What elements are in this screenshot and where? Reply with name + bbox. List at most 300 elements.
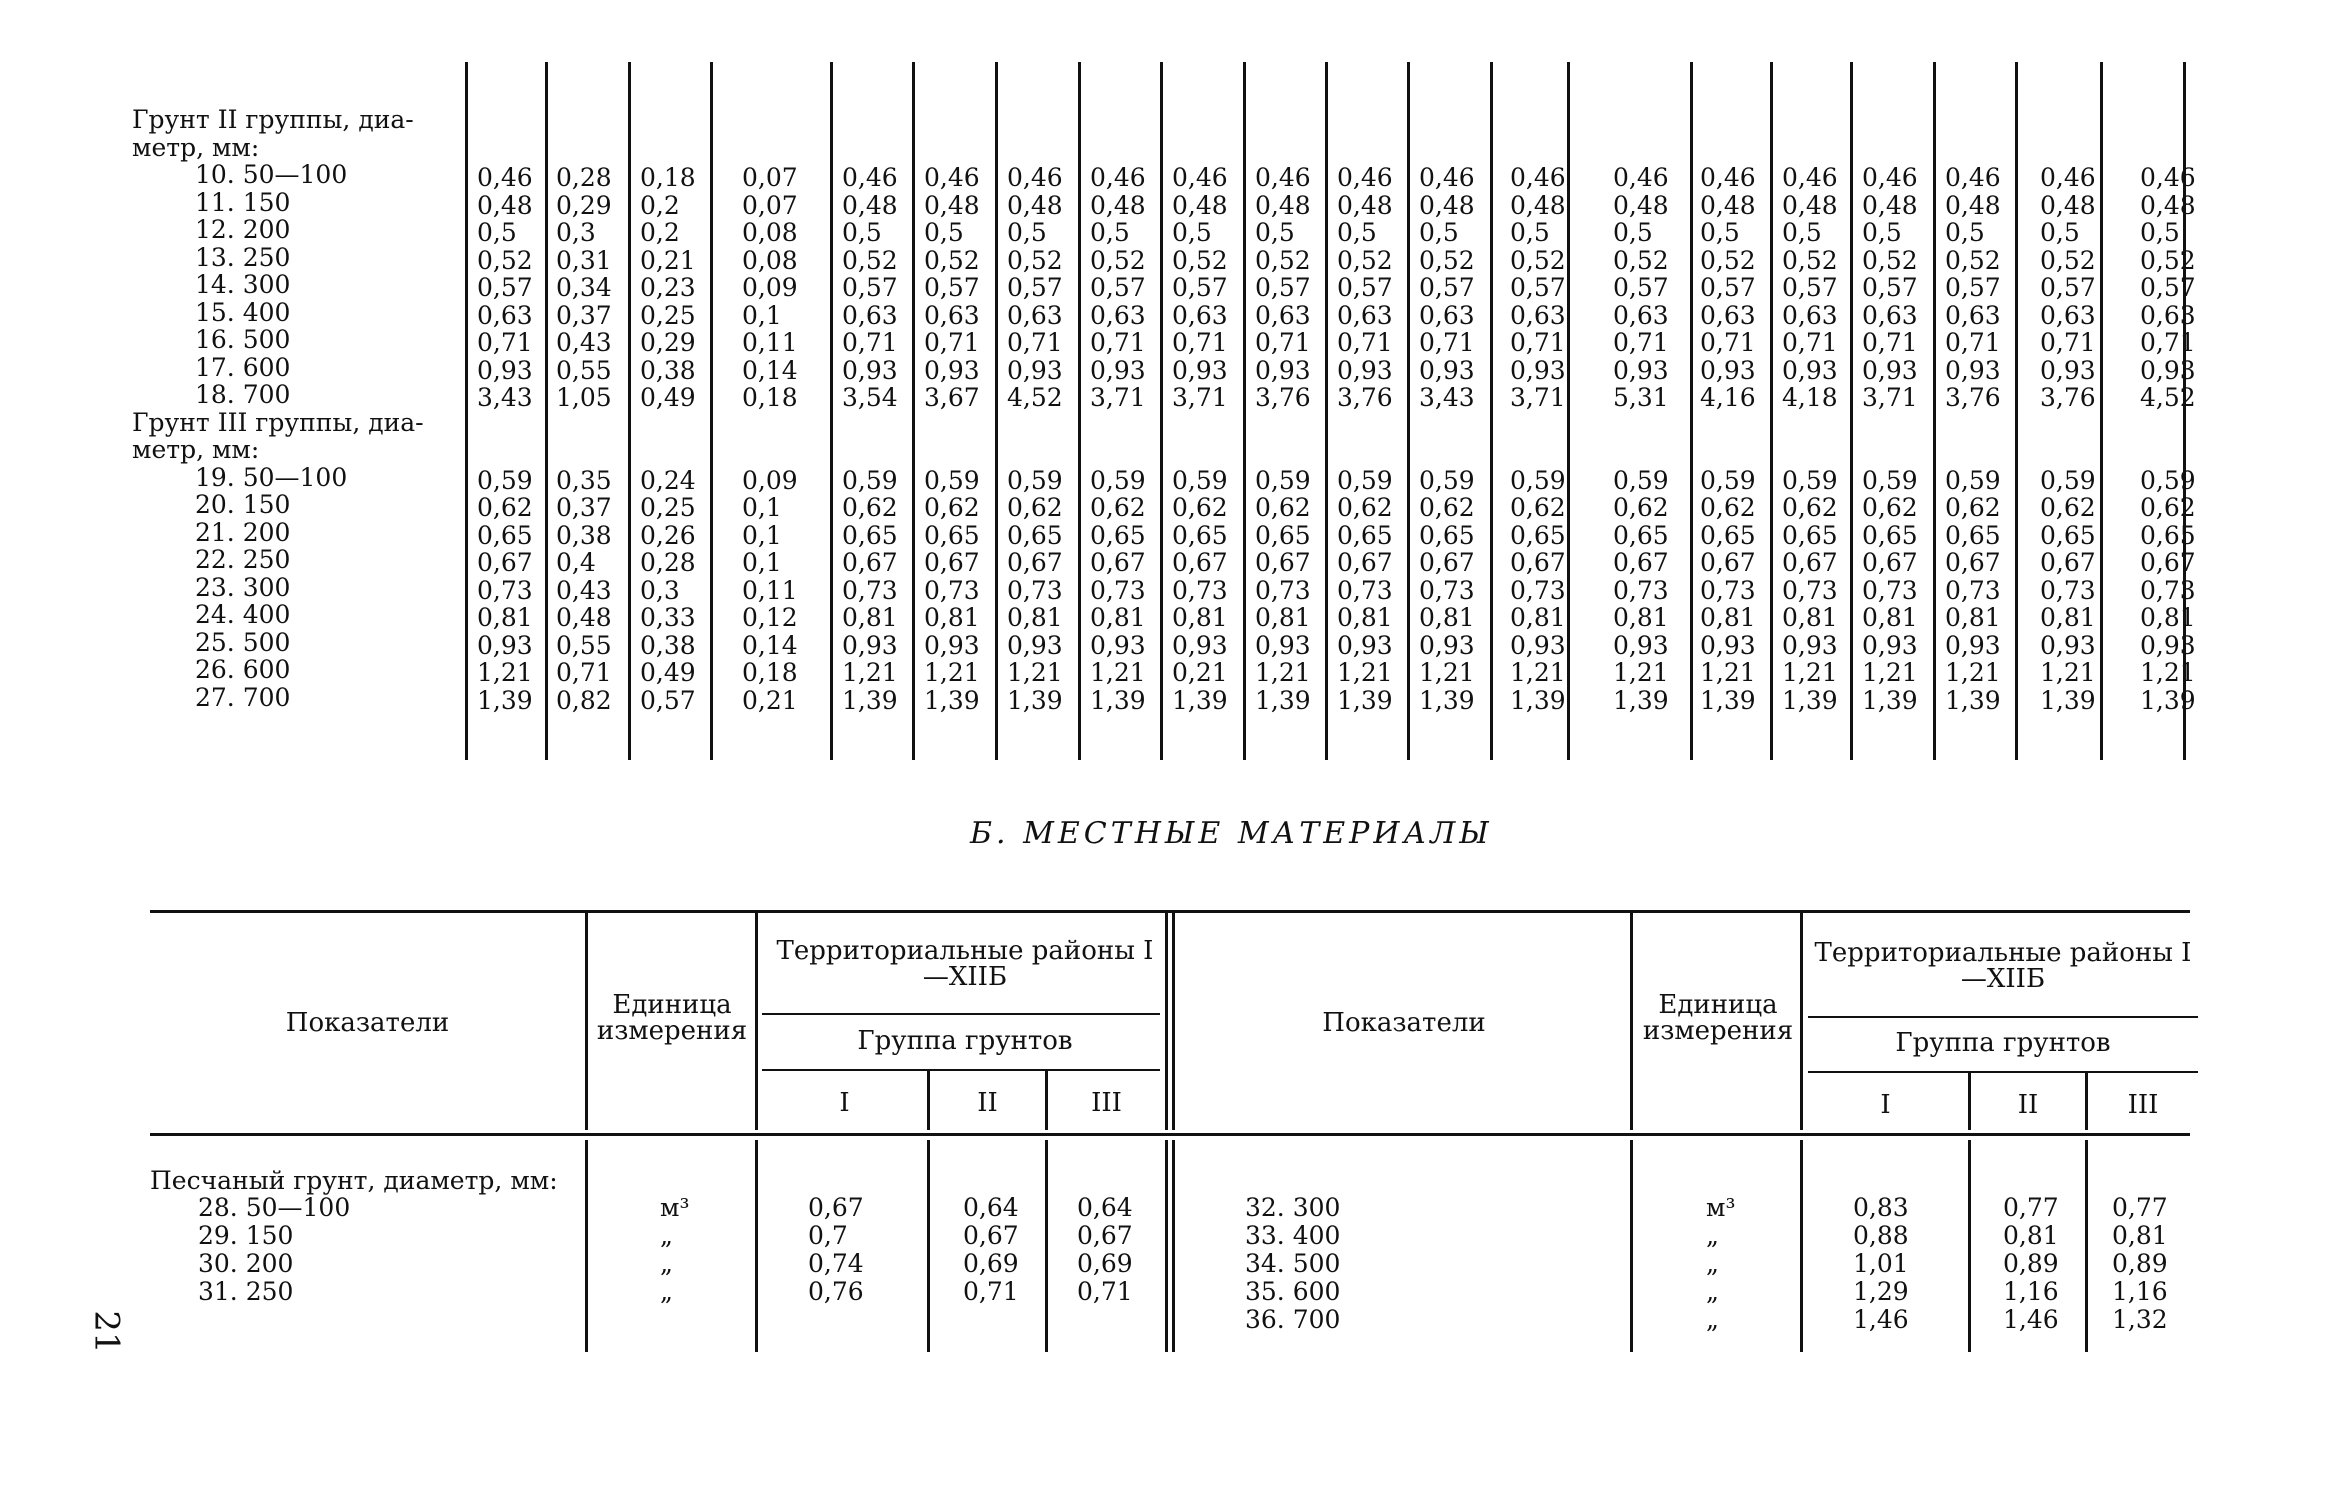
table-cell: 0,62	[1255, 493, 1311, 522]
table-cell: 0,5	[477, 218, 517, 247]
table-cell: 0,48	[1337, 190, 1393, 220]
table-cell: 0,74	[808, 1249, 864, 1278]
table-cell: 3,71	[1862, 383, 1918, 412]
table-cell: 0,59	[1782, 465, 1838, 495]
table-cell: 0,93	[842, 355, 898, 385]
unit-cell: „	[660, 1221, 673, 1250]
table-cell: 0,73	[1782, 575, 1838, 605]
table-cell: 0,48	[556, 603, 612, 632]
table-cell: 0,63	[1945, 300, 2001, 330]
table-cell: 0,93	[842, 630, 898, 660]
header-group-ii-right: II	[2017, 1090, 2039, 1120]
table-cell: 0,81	[1510, 603, 1566, 632]
table-cell: 0,38	[640, 355, 696, 385]
table-cell: 0,81	[2112, 1221, 2168, 1250]
table-cell: 0,67	[924, 548, 980, 577]
table-cell: 0,46	[1007, 163, 1063, 192]
table-cell: 0,73	[1613, 575, 1669, 605]
row-label: 36. 700	[1245, 1305, 1341, 1334]
table-cell: 0,1	[742, 300, 782, 330]
section-title: Б. МЕСТНЫЕ МАТЕРИАЛЫ	[970, 816, 1493, 851]
column-rule	[1160, 62, 1163, 760]
table-cell: 0,67	[1007, 548, 1063, 577]
table-cell: 0,62	[1007, 493, 1063, 522]
table-cell: 0,52	[2040, 245, 2096, 275]
table-cell: 1,05	[556, 383, 612, 412]
table-cell: 0,62	[2040, 493, 2096, 522]
table-cell: 0,57	[2140, 273, 2196, 302]
table-cell: 0,5	[1007, 218, 1047, 247]
table-cell: 0,48	[1172, 190, 1228, 220]
column-rule	[1490, 62, 1493, 760]
table-cell: 0,57	[924, 273, 980, 302]
subgroup-rule-left	[762, 1069, 1160, 1071]
table-cell: 0,5	[1945, 218, 1985, 247]
table-cell: 0,73	[1337, 575, 1393, 605]
table-cell: 0,11	[742, 575, 798, 605]
table-cell: 1,21	[1419, 658, 1475, 687]
page-number: 21	[86, 1310, 127, 1354]
table-cell: 0,48	[1419, 190, 1475, 220]
table-cell: 0,48	[2140, 190, 2196, 220]
table-cell: 0,48	[1862, 190, 1918, 220]
vrule	[1165, 1140, 1168, 1352]
table-cell: 0,62	[1510, 493, 1566, 522]
table-cell: 0,52	[1419, 245, 1475, 275]
table-cell: 0,71	[1077, 1277, 1133, 1306]
row-label: 25. 500	[195, 627, 291, 657]
table-cell: 0,71	[1510, 328, 1566, 357]
row-label: 12. 200	[195, 215, 291, 244]
table-cell: 0,83	[1853, 1193, 1909, 1222]
table-cell: 0,46	[924, 163, 980, 192]
table-cell: 0,12	[742, 603, 798, 632]
table-cell: 0,57	[1419, 273, 1475, 302]
row-label: 26. 600	[195, 655, 291, 684]
column-rule	[995, 62, 998, 760]
table-cell: 0,81	[2003, 1221, 2059, 1250]
table-cell: 1,39	[842, 685, 898, 715]
table-cell: 0,65	[1782, 520, 1838, 550]
table-cell: 0,93	[1613, 630, 1669, 660]
table-cell: 0,48	[1510, 190, 1566, 220]
table-cell: 0,46	[1700, 163, 1756, 192]
table-cell: 1,16	[2112, 1277, 2168, 1306]
row-label: 29. 150	[198, 1221, 294, 1250]
table-cell: 0,1	[742, 548, 782, 577]
table-cell: 0,73	[1862, 575, 1918, 605]
table-cell: 4,52	[1007, 383, 1063, 412]
table-cell: 0,52	[924, 245, 980, 275]
table-cell: 0,46	[2140, 163, 2196, 192]
table-cell: 0,07	[742, 163, 798, 192]
table-cell: 0,46	[1172, 163, 1228, 192]
table-cell: 0,69	[1077, 1249, 1133, 1278]
table-cell: 0,73	[1945, 575, 2001, 605]
table-cell: 0,21	[640, 245, 696, 275]
table-cell: 0,59	[1510, 465, 1566, 495]
table-cell: 0,46	[1090, 163, 1146, 192]
unit-cell: м³	[660, 1193, 690, 1222]
table-cell: 0,5	[1419, 218, 1459, 247]
table-cell: 0,1	[742, 493, 782, 522]
table-cell: 0,65	[1510, 520, 1566, 550]
table-cell: 0,59	[1337, 465, 1393, 495]
table-cell: 0,52	[1945, 245, 2001, 275]
table-cell: 0,65	[1172, 520, 1228, 550]
table-cell: 0,62	[924, 493, 980, 522]
table-cell: 0,62	[1862, 493, 1918, 522]
table-cell: 0,5	[1700, 218, 1740, 247]
table-cell: 0,49	[640, 658, 696, 687]
table-cell: 0,81	[924, 603, 980, 632]
table-cell: 0,62	[1090, 493, 1146, 522]
table-cell: 0,81	[1255, 603, 1311, 632]
table-cell: 0,93	[1090, 630, 1146, 660]
table-cell: 0,65	[924, 520, 980, 550]
table-cell: 0,71	[1090, 328, 1146, 357]
table-cell: 0,5	[1337, 218, 1377, 247]
table-cell: 0,93	[477, 355, 533, 385]
table-cell: 0,93	[1782, 630, 1838, 660]
table-cell: 0,81	[1419, 603, 1475, 632]
table-cell: 0,46	[1862, 163, 1918, 192]
table-cell: 0,63	[1782, 300, 1838, 330]
table-cell: 0,29	[640, 328, 696, 357]
column-rule	[1850, 62, 1853, 760]
table-cell: 0,35	[556, 465, 612, 495]
table-cell: 0,64	[1077, 1193, 1133, 1222]
row-label: 13. 250	[195, 242, 291, 272]
table-cell: 0,65	[842, 520, 898, 550]
table-cell: 1,46	[2003, 1305, 2059, 1334]
table-cell: 0,07	[742, 190, 798, 220]
table-cell: 0,73	[842, 575, 898, 605]
table-cell: 1,21	[1090, 658, 1146, 687]
table-cell: 0,93	[1007, 355, 1063, 385]
table-cell: 0,5	[1510, 218, 1550, 247]
table-cell: 0,46	[477, 163, 533, 192]
table-cell: 0,55	[556, 630, 612, 660]
table-cell: 0,63	[1007, 300, 1063, 330]
header-group-i: I	[839, 1088, 850, 1118]
table-cell: 0,09	[742, 465, 798, 495]
table-cell: 0,93	[2140, 355, 2196, 385]
table-cell: 0,57	[1172, 273, 1228, 302]
unit-cell: м³	[1706, 1193, 1736, 1222]
table-cell: 0,67	[1077, 1221, 1133, 1250]
table-cell: 0,71	[1782, 328, 1838, 357]
table-cell: 0,55	[556, 355, 612, 385]
header-group-iii: III	[1091, 1088, 1122, 1118]
table-cell: 0,93	[2040, 630, 2096, 660]
table-cell: 0,81	[1613, 603, 1669, 632]
table-cell: 0,48	[2040, 190, 2096, 220]
row-label: Грунт III группы, диа-	[132, 407, 424, 437]
table-cell: 0,08	[742, 245, 798, 275]
table-cell: 0,93	[1945, 355, 2001, 385]
column-rule	[2015, 62, 2018, 760]
column-rule	[545, 62, 548, 760]
table-cell: 0,67	[1337, 548, 1393, 577]
table-cell: 0,46	[1255, 163, 1311, 192]
table-cell: 0,65	[2040, 520, 2096, 550]
table-cell: 0,77	[2003, 1193, 2059, 1222]
table-cell: 1,32	[2112, 1305, 2168, 1334]
table-cell: 1,21	[924, 658, 980, 687]
table-cell: 0,57	[1613, 273, 1669, 302]
row-label: 18. 700	[195, 380, 291, 409]
table-cell: 0,5	[1613, 218, 1653, 247]
column-rule	[628, 62, 631, 760]
table-cell: 0,1	[742, 520, 782, 550]
table-cell: 0,93	[1090, 355, 1146, 385]
table-cell: 0,59	[842, 465, 898, 495]
table-cell: 0,11	[742, 328, 798, 357]
table-cell: 0,52	[1255, 245, 1311, 275]
table-cell: 0,2	[640, 190, 680, 220]
table-cell: 0,59	[2140, 465, 2196, 495]
table-cell: 0,37	[556, 300, 612, 330]
table-cell: 0,67	[842, 548, 898, 577]
table-cell: 0,52	[477, 245, 533, 275]
row-label: 33. 400	[1245, 1221, 1341, 1250]
table-cell: 0,5	[924, 218, 964, 247]
table-cell: 0,67	[1510, 548, 1566, 577]
vrule	[1165, 912, 1168, 1130]
table-cell: 0,93	[1337, 630, 1393, 660]
table-cell: 0,73	[1419, 575, 1475, 605]
column-rule	[1770, 62, 1773, 760]
table-cell: 0,71	[1700, 328, 1756, 357]
table-cell: 0,67	[808, 1193, 864, 1222]
table-cell: 0,71	[2040, 328, 2096, 357]
table-cell: 0,71	[1419, 328, 1475, 357]
table-cell: 0,31	[556, 245, 612, 275]
unit-cell: „	[1706, 1305, 1719, 1334]
table-cell: 0,09	[742, 273, 798, 302]
table-cell: 0,71	[1172, 328, 1228, 357]
table-cell: 0,2	[640, 218, 680, 247]
vrule	[1172, 1140, 1175, 1352]
table-cell: 0,38	[640, 630, 696, 660]
table-cell: 0,63	[1862, 300, 1918, 330]
table-cell: 0,65	[1945, 520, 2001, 550]
table-cell: 0,3	[640, 575, 680, 605]
table-cell: 0,59	[477, 465, 533, 495]
table-cell: 0,71	[1007, 328, 1063, 357]
table-cell: 0,62	[1700, 493, 1756, 522]
table-cell: 0,52	[2140, 245, 2196, 275]
table-cell: 0,93	[1700, 355, 1756, 385]
table-cell: 0,67	[1255, 548, 1311, 577]
table-cell: 0,93	[1419, 355, 1475, 385]
table-cell: 0,65	[2140, 520, 2196, 550]
table-cell: 0,29	[556, 190, 612, 220]
table-cell: 0,65	[1419, 520, 1475, 550]
table-cell: 3,54	[842, 383, 898, 412]
row-label: 11. 150	[195, 187, 291, 217]
table-cell: 0,81	[1945, 603, 2001, 632]
table-cell: 0,93	[1782, 355, 1838, 385]
table-cell: 0,63	[2140, 300, 2196, 330]
table-cell: 0,93	[1172, 630, 1228, 660]
table-cell: 0,67	[2040, 548, 2096, 577]
table-cell: 0,63	[2040, 300, 2096, 330]
table-cell: 0,73	[2140, 575, 2196, 605]
row-label: 32. 300	[1245, 1193, 1341, 1222]
table-cell: 1,29	[1853, 1277, 1909, 1306]
table-cell: 0,93	[1007, 630, 1063, 660]
table-cell: 0,52	[1172, 245, 1228, 275]
header-unit-right: Единица измерения	[1642, 990, 1794, 1046]
vrule	[585, 912, 588, 1130]
table-cell: 0,67	[2140, 548, 2196, 577]
table-cell: 0,71	[842, 328, 898, 357]
row-label: 14. 300	[195, 270, 291, 299]
row-label: 15. 400	[195, 297, 291, 327]
table-cell: 0,59	[2040, 465, 2096, 495]
subgroup-rule-right	[1808, 1071, 2198, 1073]
table-cell: 0,64	[963, 1193, 1019, 1222]
table-cell: 1,39	[1862, 685, 1918, 715]
table-cell: 0,67	[1782, 548, 1838, 577]
header-group-ii: II	[977, 1088, 998, 1118]
table-cell: 0,67	[1945, 548, 2001, 577]
table-cell: 1,39	[1090, 685, 1146, 715]
table-cell: 0,5	[1172, 218, 1212, 247]
vrule	[1045, 1140, 1048, 1352]
row-label: 35. 600	[1245, 1277, 1341, 1306]
table-cell: 0,81	[1337, 603, 1393, 632]
table-cell: 0,62	[1172, 493, 1228, 522]
table-cell: 0,52	[1862, 245, 1918, 275]
unit-cell: „	[1706, 1221, 1719, 1250]
table-cell: 0,57	[1510, 273, 1566, 302]
table-cell: 0,73	[1510, 575, 1566, 605]
table-cell: 0,67	[963, 1221, 1019, 1250]
table-cell: 1,39	[1510, 685, 1566, 715]
table-cell: 0,52	[1613, 245, 1669, 275]
table-cell: 0,57	[1337, 273, 1393, 302]
lower-left-title: Песчаный грунт, диаметр, мм:	[150, 1166, 558, 1195]
row-label: 10. 50—100	[195, 160, 348, 189]
table-cell: 1,21	[1782, 658, 1838, 687]
column-rule	[912, 62, 915, 760]
table-cell: 0,73	[1090, 575, 1146, 605]
table-cell: 0,18	[742, 658, 798, 687]
table-cell: 0,43	[556, 328, 612, 357]
table-cell: 0,93	[1945, 630, 2001, 660]
table-cell: 0,34	[556, 273, 612, 302]
table-cell: 0,52	[1700, 245, 1756, 275]
vrule	[755, 912, 758, 1130]
table-cell: 1,21	[1700, 658, 1756, 687]
row-label: 23. 300	[195, 572, 291, 602]
table-cell: 1,21	[1613, 658, 1669, 687]
table-cell: 0,49	[640, 383, 696, 412]
table-cell: 0,46	[1337, 163, 1393, 192]
table-cell: 3,71	[1510, 383, 1566, 412]
table-cell: 0,57	[842, 273, 898, 302]
table-cell: 0,57	[477, 273, 533, 302]
table-cell: 0,62	[477, 493, 533, 522]
vrule	[1172, 912, 1175, 1130]
vrule	[1630, 1140, 1633, 1352]
column-rule	[465, 62, 468, 760]
table-cell: 0,57	[1700, 273, 1756, 302]
table-cell: 1,01	[1853, 1249, 1909, 1278]
table-cell: 3,76	[1337, 383, 1393, 412]
table-cell: 0,5	[2040, 218, 2080, 247]
table-cell: 0,46	[1510, 163, 1566, 192]
row-label: метр, мм:	[132, 132, 260, 162]
table-cell: 0,73	[477, 575, 533, 605]
table-cell: 0,69	[963, 1249, 1019, 1278]
table-cell: 1,39	[1945, 685, 2001, 715]
table-cell: 0,73	[1255, 575, 1311, 605]
table-cell: 0,65	[1255, 520, 1311, 550]
table-cell: 0,63	[1172, 300, 1228, 330]
header-regions-right: Территориальные районы I—XIIБ	[1814, 938, 2192, 994]
table-cell: 0,5	[1782, 218, 1822, 247]
table-header-rule	[150, 1133, 2190, 1136]
table-cell: 0,93	[477, 630, 533, 660]
table-cell: 0,24	[640, 465, 696, 495]
table-cell: 0,81	[1172, 603, 1228, 632]
table-cell: 3,71	[1172, 383, 1228, 412]
header-indicators: Показатели	[285, 1008, 450, 1038]
table-cell: 5,31	[1613, 383, 1669, 412]
table-cell: 1,39	[477, 685, 533, 715]
table-cell: 0,63	[1510, 300, 1566, 330]
table-cell: 0,63	[924, 300, 980, 330]
table-cell: 4,52	[2140, 383, 2196, 412]
table-cell: 0,73	[1172, 575, 1228, 605]
table-cell: 0,5	[2140, 218, 2180, 247]
table-cell: 0,62	[842, 493, 898, 522]
table-cell: 1,39	[2140, 685, 2196, 715]
table-cell: 0,25	[640, 493, 696, 522]
unit-cell: „	[660, 1277, 673, 1306]
table-cell: 0,73	[2040, 575, 2096, 605]
table-cell: 0,52	[1510, 245, 1566, 275]
row-label: 27. 700	[195, 682, 291, 712]
table-cell: 1,21	[2040, 658, 2096, 687]
table-cell: 0,71	[1945, 328, 2001, 357]
table-cell: 0,81	[1782, 603, 1838, 632]
row-label: 24. 400	[195, 600, 291, 629]
table-cell: 0,71	[477, 328, 533, 357]
table-cell: 0,93	[2040, 355, 2096, 385]
table-cell: 0,67	[477, 548, 533, 577]
table-cell: 0,81	[842, 603, 898, 632]
vrule	[2085, 1140, 2088, 1352]
table-cell: 0,81	[1090, 603, 1146, 632]
table-cell: 0,25	[640, 300, 696, 330]
table-cell: 1,21	[1337, 658, 1393, 687]
vrule	[585, 1140, 588, 1352]
header-unit: Единица измерения	[596, 990, 748, 1046]
table-cell: 0,93	[1419, 630, 1475, 660]
row-label: 21. 200	[195, 517, 291, 547]
table-cell: 0,81	[2140, 603, 2196, 632]
table-cell: 1,21	[842, 658, 898, 687]
table-cell: 0,65	[1613, 520, 1669, 550]
table-cell: 0,81	[1007, 603, 1063, 632]
table-cell: 0,4	[556, 548, 596, 577]
table-cell: 3,43	[1419, 383, 1475, 412]
